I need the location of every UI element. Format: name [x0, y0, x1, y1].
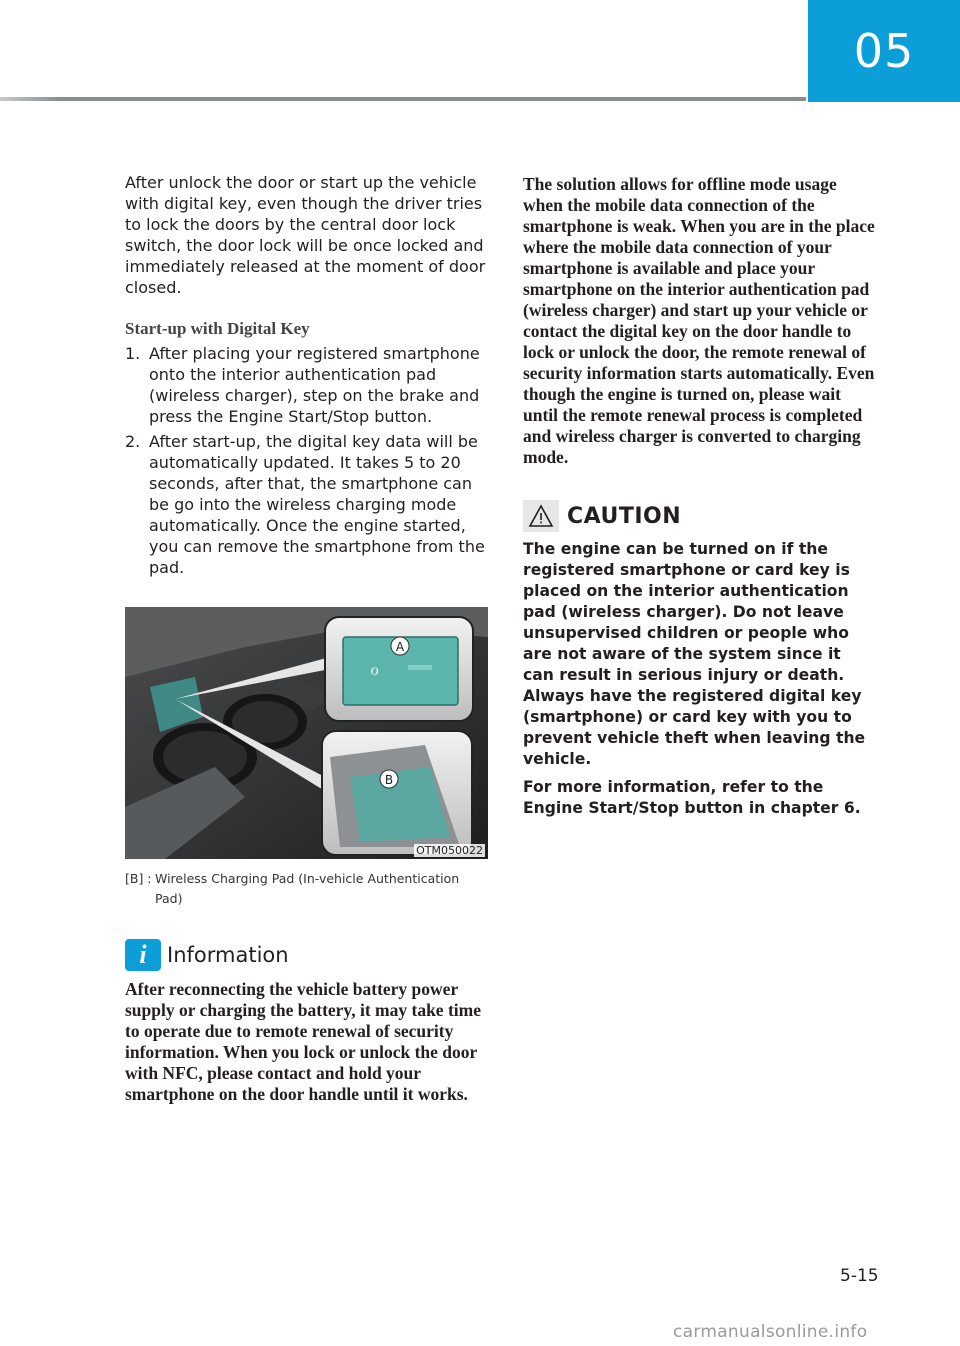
- offline-mode-paragraph: The solution allows for offline mode usage when the mobile data connection of the smartphone is weak. When you are in the place where the mobile data connection of your smartphone is available and place your smartphone on the interior authentication pad (wireless charger) and start up your vehicle or contact the digital key on the door handle to lock or unlock the door, the remote renewal of security information starts automatically. Even though the engine is turned on, please wait until the remote renewal process is completed and wireless charger is converted to charging mode.: [523, 174, 875, 467]
- header-rule-fade: [0, 97, 60, 101]
- svg-text:ℴ: ℴ: [370, 656, 380, 680]
- information-icon: i: [125, 939, 161, 971]
- caption-label: [B] :: [125, 871, 152, 886]
- information-body: After reconnecting the vehicle battery power supply or charging the battery, it may take time to operate due to remote renewal of security information. When you lock or unlock the door with NFC, please contact and hold your smartphone on the door handle until it works.: [125, 979, 481, 1104]
- warning-triangle-icon: [523, 500, 559, 532]
- information-heading: [125, 939, 489, 971]
- wireless-charger-figure: [125, 607, 488, 859]
- console-illustration: [125, 607, 488, 859]
- watermark: carmanualsonline.info: [673, 1322, 868, 1342]
- section-subheading: Start-up with Digital Key: [125, 319, 310, 338]
- startup-steps: [125, 343, 489, 578]
- figure-label-b: B: [384, 773, 394, 787]
- figure-label-a: A: [395, 640, 405, 654]
- caption-text: Wireless Charging Pad (In-vehicle Authentication Pad): [155, 871, 460, 906]
- caution-reference: For more information, refer to the Engine Start/Stop button in chapter 6.: [523, 778, 861, 817]
- step-text: After placing your registered smartphone onto the interior authentication pad (wireless charger), step on the brake and press the Engine Start/Stop button.: [149, 344, 480, 426]
- figure-caption: [125, 869, 489, 909]
- right-column: [523, 174, 875, 819]
- information-title: Information: [167, 943, 289, 967]
- header-rule: [0, 97, 806, 101]
- caution-body: The engine can be turned on if the registered smartphone or card key is placed on the interior authentication pad (wireless charger). Do not leave unsupervised children or people who are not aware of the system since it can result in serious injury or death. Always have the registered digital key (smartphone) or card key with you to prevent vehicle theft when leaving the vehicle.: [523, 540, 866, 768]
- step-number: 2.: [125, 432, 141, 451]
- step-text: After start-up, the digital key data will be automatically updated. It takes 5 to 20 seconds, after that, the smartphone can be go into the wireless charging mode automatically. Once the engine started, you can remove the smartphone from the pad.: [149, 432, 485, 577]
- chapter-number: 05: [853, 24, 915, 78]
- page-number: 5-15: [840, 1266, 879, 1286]
- step-number: 1.: [125, 344, 141, 363]
- list-item: [125, 431, 489, 578]
- caution-heading: [523, 500, 875, 532]
- intro-paragraph: After unlock the door or start up the vehicle with digital key, even though the driver tries to lock the doors by the central door lock switch, the door lock will be once locked and immediately released at the moment of door closed.: [125, 173, 486, 297]
- list-item: [125, 343, 489, 427]
- chapter-tab: [808, 0, 960, 102]
- caution-title: CAUTION: [567, 503, 682, 529]
- figure-code: OTM050022: [416, 844, 483, 857]
- left-column: [125, 172, 489, 1123]
